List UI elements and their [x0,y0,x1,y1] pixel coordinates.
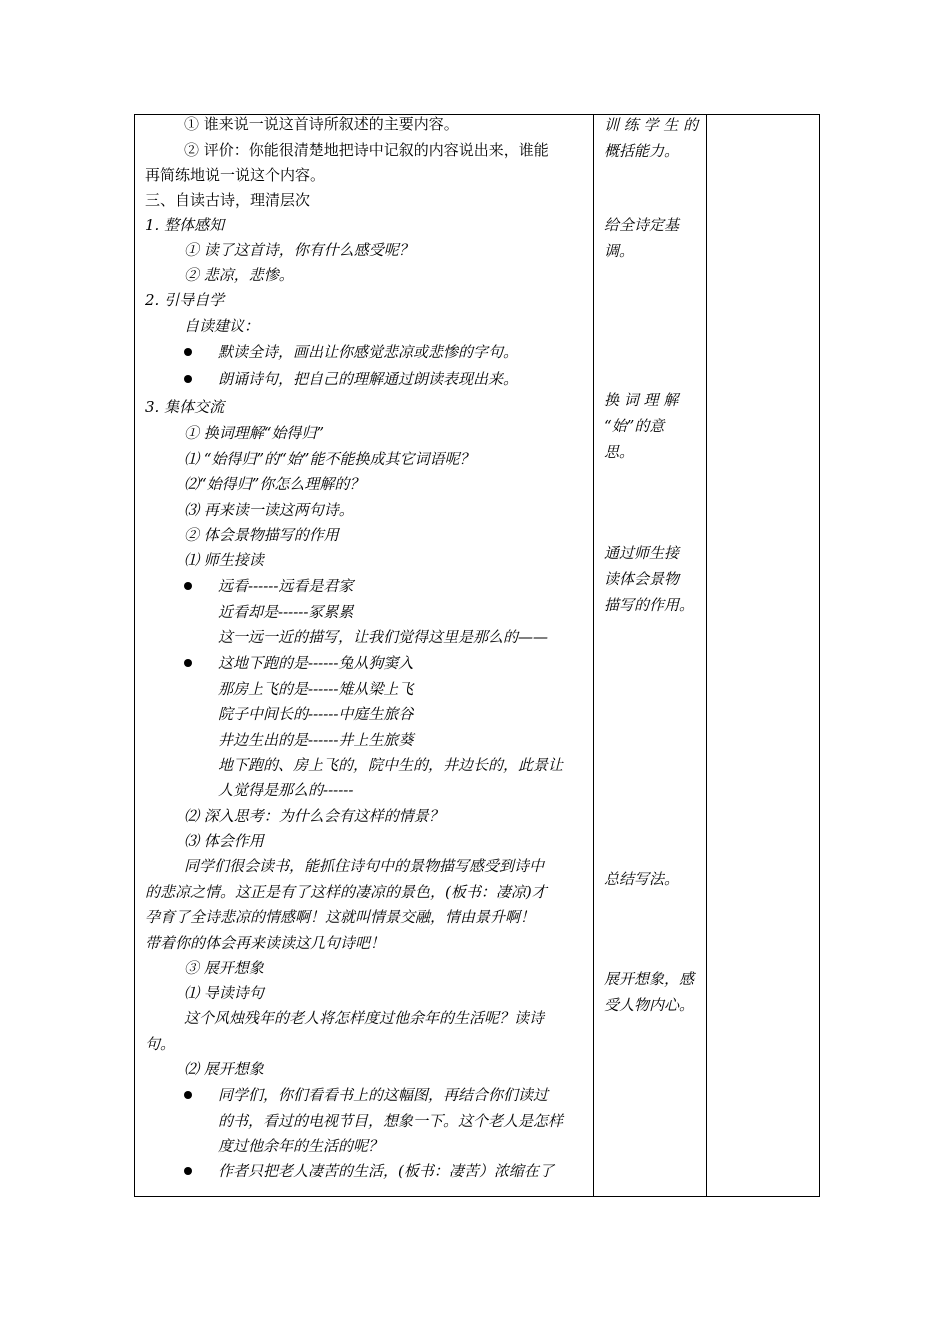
main-line: ⑴ “始得归”的“始”能不能换成其它词语呢？ [184,450,475,468]
column-divider-2 [706,115,707,1196]
note-line: 展开想象，感 [604,970,695,988]
main-line: 再简练地说一说这个内容。 [145,166,326,184]
design-note [604,212,704,264]
bullet-icon [184,1091,192,1099]
subsection-heading: 2. 引导自学 [145,291,225,309]
main-line: ① 换词理解“始得归” [184,424,325,442]
bullet-icon [184,582,192,590]
main-line: 井边生出的是------井上生旅葵 [218,731,414,749]
note-line: 思。 [604,443,635,461]
main-line: 近看却是------冢累累 [218,603,354,621]
main-line: 远看------远看是君家 [218,577,354,595]
bullet-icon [184,375,192,383]
bullet-icon [184,659,192,667]
main-line: 院子中间长的------中庭生旅谷 [218,705,414,723]
note-line: 调。 [604,242,635,260]
column-divider-1 [593,115,594,1196]
main-line: 的悲凉之情。这正是有了这样的凄凉的景色，(板书：凄凉)才 [145,883,547,901]
main-line: 句。 [145,1035,176,1053]
note-line: 通过师生接 [604,544,680,562]
main-line: 地下跑的、房上飞的，院中生的，井边长的，此景让 [218,756,564,774]
main-line: 孕育了全诗悲凉的情感啊！这就叫情景交融，情由景升啊！ [145,908,536,926]
main-line: 的书，看过的电视节目，想象一下。这个老人是怎样 [218,1112,564,1130]
main-line: ⑵ 展开想象 [184,1060,264,1078]
main-line: 这个风烛残年的老人将怎样度过他余年的生活呢？读诗 [184,1009,545,1027]
design-note [604,866,704,892]
main-line: ② 悲凉，悲惨。 [184,266,294,284]
main-line: 这地下跑的是------兔从狗窦入 [218,654,414,672]
bullet-icon [184,1167,192,1175]
main-line: ⑶ 再来读一读这两句诗。 [184,501,354,519]
note-line: 换 词 理 解 [604,391,679,409]
design-note [604,966,704,1018]
subsection-heading: 3. 集体交流 [145,398,225,416]
main-line: ⑴ 师生接读 [184,551,264,569]
main-line: ② 体会景物描写的作用 [184,526,339,544]
main-line: 作者只把老人凄苦的生活，(板书：凄苦）浓缩在了 [218,1162,554,1180]
bullet-icon [184,348,192,356]
section-heading: 三、自读古诗，理清层次 [145,191,311,209]
main-line: ② 评价：你能很清楚地把诗中记叙的内容说出来，谁能 [184,141,549,159]
note-line: 受人物内心。 [604,996,695,1014]
main-line: ⑵ 深入思考：为什么会有这样的情景？ [184,807,444,825]
note-line: 给全诗定基 [604,216,680,234]
main-line: 带着你的体会再来读读这几句诗吧！ [145,934,386,952]
note-line: 训 练 学 生 的 [604,116,699,134]
note-line: 读体会景物 [604,570,680,588]
note-line: “始”的意 [604,417,665,435]
note-line: 概括能力。 [604,142,680,160]
main-line: 默读全诗，画出让你感觉悲凉或悲惨的字句。 [218,343,519,361]
main-line: ⑴ 导读诗句 [184,984,264,1002]
main-line: ⑶ 体会作用 [184,832,264,850]
main-line: 人觉得是那么的------ [218,781,354,799]
main-line: 同学们很会读书，能抓住诗句中的景物描写感受到诗中 [184,857,545,875]
design-note [604,540,704,618]
main-line: ① 谁来说一说这首诗所叙述的主要内容。 [184,115,459,133]
note-line: 总结写法。 [604,870,680,888]
main-line: 这一远一近的描写，让我们觉得这里是那么的—— [218,628,549,646]
subsection-heading: 1. 整体感知 [145,216,225,234]
design-note [604,387,704,465]
design-note [604,112,704,164]
main-line: 自读建议： [184,317,260,335]
main-line: 同学们，你们看看书上的这幅图，再结合你们读过 [218,1086,549,1104]
note-line: 描写的作用。 [604,596,695,614]
main-line: 那房上飞的是------雉从梁上飞 [218,680,414,698]
main-line: 朗诵诗句，把自己的理解通过朗读表现出来。 [218,370,519,388]
main-line: ① 读了这首诗，你有什么感受呢？ [184,241,414,259]
main-line: ⑵“始得归”你怎么理解的？ [184,475,365,493]
main-line: ③ 展开想象 [184,959,264,977]
main-line: 度过他余年的生活的呢？ [218,1137,384,1155]
